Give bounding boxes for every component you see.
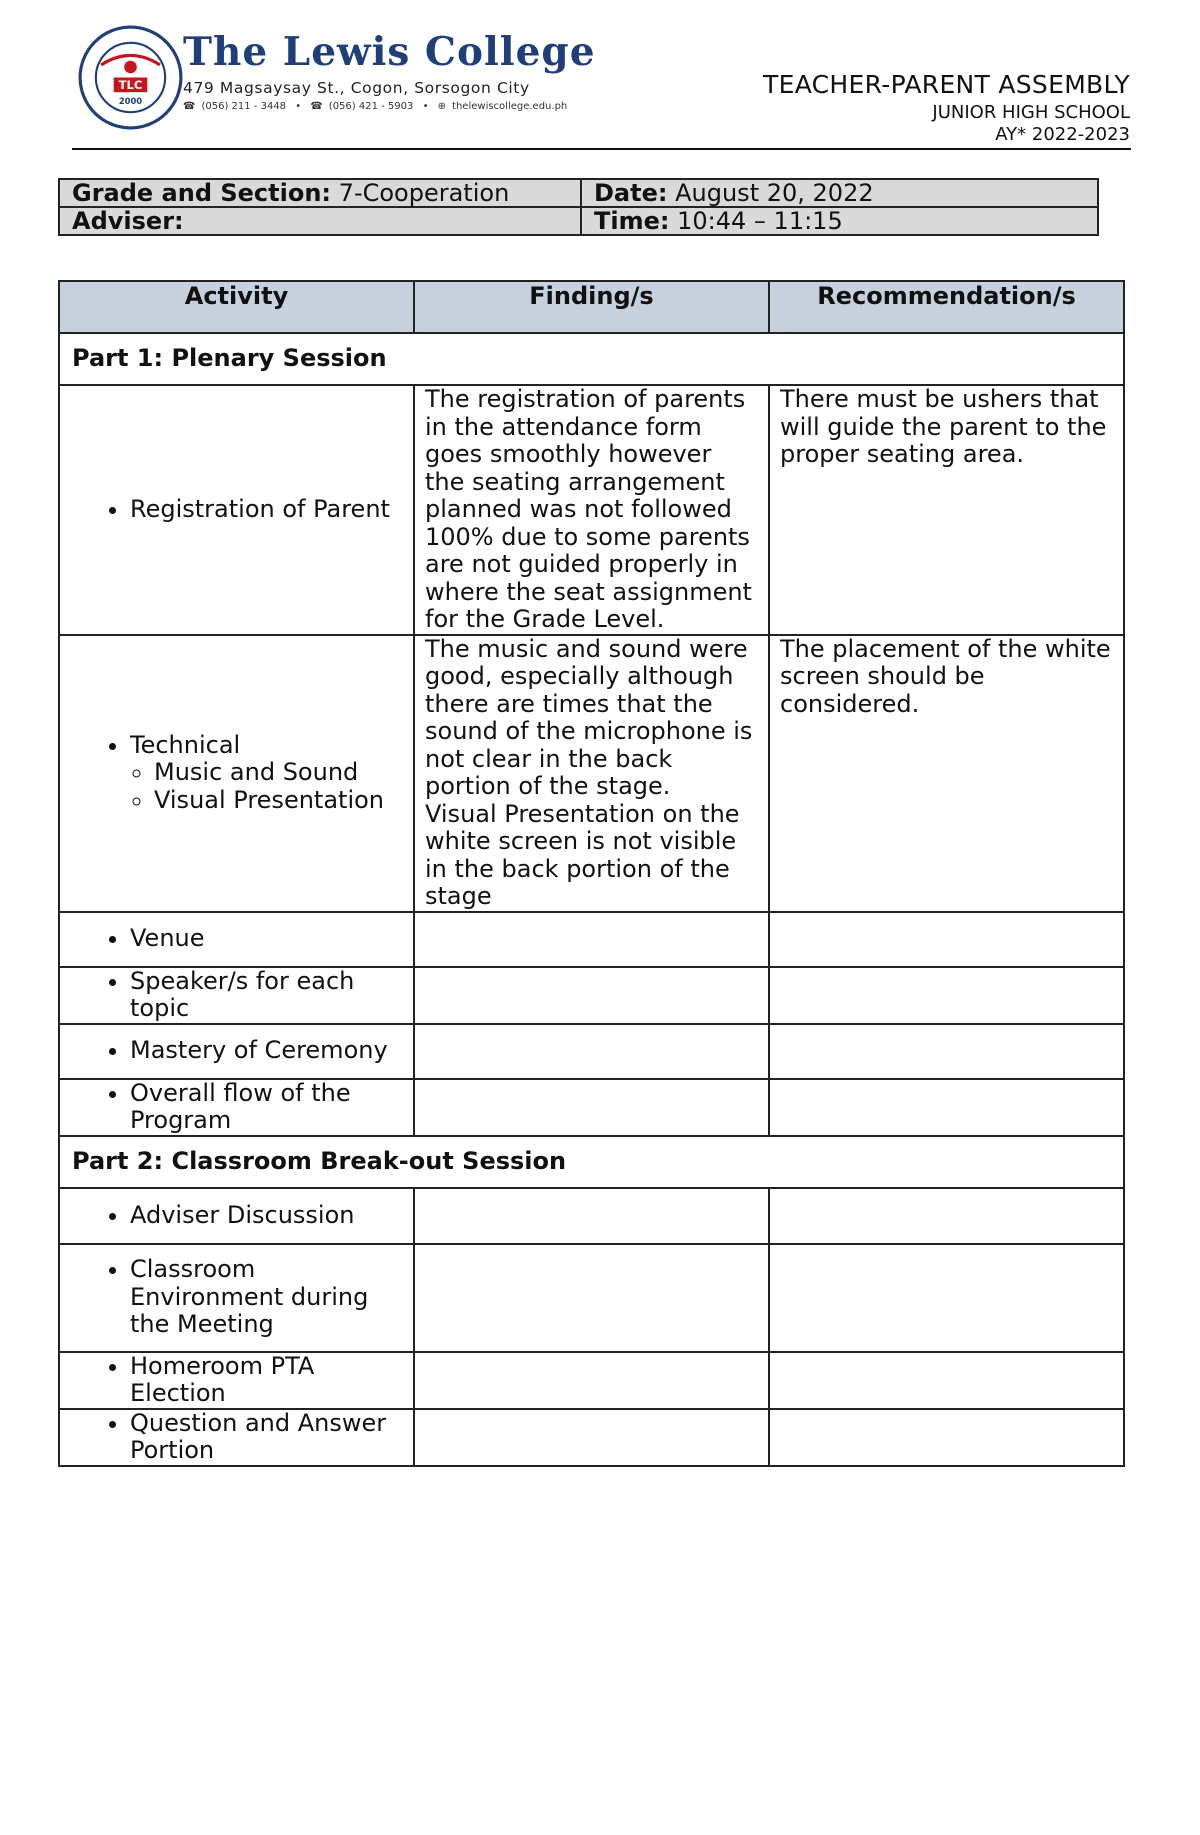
table-row (59, 912, 1124, 967)
finding-cell (414, 1352, 769, 1409)
recommendation-cell (769, 1024, 1124, 1079)
time-cell: Time: 10:44 – 11:15 (581, 207, 1098, 235)
finding-cell (414, 1079, 769, 1136)
section-row-part1 (59, 333, 1124, 385)
recommendation-cell (769, 1244, 1124, 1352)
contact-row (183, 101, 573, 112)
seal-initials: TLC (118, 78, 143, 93)
activity-label: • Venue (130, 925, 403, 953)
assessment-table (58, 280, 1125, 1467)
table-row (59, 1409, 1124, 1466)
part1-title: Part 1: Plenary Session (59, 333, 1124, 385)
recommendation-cell: The placement of the white screen should be considered. (769, 635, 1124, 912)
contact-phone-1: (056) 211 - 3448 (201, 101, 287, 112)
sub-activity-label: ◦ Music and Sound (154, 759, 403, 787)
phone-icon: ☎ (183, 101, 196, 112)
table-row (59, 1024, 1124, 1079)
table-row (59, 635, 1124, 912)
recommendation-cell (769, 912, 1124, 967)
table-row (59, 1244, 1124, 1352)
date-cell: Date: August 20, 2022 (581, 179, 1098, 207)
grade-section-value: 7-Cooperation (338, 179, 510, 207)
activity-label: • Homeroom PTA Election (130, 1353, 403, 1408)
date-value: August 20, 2022 (675, 179, 874, 207)
activity-label: • Adviser Discussion (130, 1202, 403, 1230)
sub-activity-label: ◦ Visual Presentation (154, 787, 403, 815)
finding-cell (414, 1244, 769, 1352)
recommendation-cell (769, 1409, 1124, 1466)
finding-cell (414, 1409, 769, 1466)
activity-label: • Registration of Parent (130, 496, 403, 524)
recommendation-cell (769, 1079, 1124, 1136)
header-findings: Finding/s (414, 281, 769, 333)
finding-cell: The registration of parents in the attendance form goes smoothly however the seating arrangement planned was not followed 100% due to some parents are not guided properly in where the seat assignment for the Grade Level. (414, 385, 769, 635)
activity-label: • Mastery of Ceremony (130, 1037, 403, 1065)
time-value: 10:44 – 11:15 (677, 207, 843, 235)
activity-label: • Classroom Environment during the Meeting (130, 1256, 403, 1339)
table-row (59, 1352, 1124, 1409)
bullet-separator: • (295, 101, 302, 112)
table-row (59, 385, 1124, 635)
activity-label: • Speaker/s for each topic (130, 968, 403, 1023)
part2-title: Part 2: Classroom Break-out Session (59, 1136, 1124, 1188)
finding-cell: The music and sound were good, especially although there are times that the sound of the microphone is not clear in the back portion of the stage. Visual Presentation on the white screen is not visible in the back portion of the stage (414, 635, 769, 912)
recommendation-cell (769, 1188, 1124, 1244)
recommendation-cell: There must be ushers that will guide the parent to the proper seating area. (769, 385, 1124, 635)
school-level: JUNIOR HIGH SCHOOL (932, 102, 1130, 123)
grade-section-cell: Grade and Section: 7-Cooperation (59, 179, 581, 207)
college-address: 479 Magsaysay St., Cogon, Sorsogon City (183, 79, 530, 97)
contact-phone-2: (056) 421 - 5903 (328, 101, 414, 112)
table-header-row (59, 281, 1124, 333)
finding-cell (414, 1024, 769, 1079)
header-recommendations: Recommendation/s (769, 281, 1124, 333)
activity-label: Technical (130, 730, 241, 759)
table-row (59, 1079, 1124, 1136)
academic-year: AY* 2022-2023 (995, 124, 1130, 145)
finding-cell (414, 967, 769, 1024)
finding-cell (414, 912, 769, 967)
college-name: The Lewis College (183, 29, 596, 75)
college-seal-logo (78, 25, 183, 130)
phone-icon: ☎ (310, 101, 323, 112)
globe-icon: ⊕ (437, 101, 447, 112)
activity-label: • Question and Answer Portion (130, 1410, 403, 1465)
info-table (58, 178, 1099, 236)
bullet-separator: • (422, 101, 429, 112)
recommendation-cell (769, 967, 1124, 1024)
section-row-part2 (59, 1136, 1124, 1188)
activity-label: • Overall flow of the Program (130, 1080, 403, 1135)
document-header (70, 15, 1130, 150)
seal-year: 2000 (118, 95, 143, 106)
table-row (59, 967, 1124, 1024)
document-title: TEACHER-PARENT ASSEMBLY (763, 70, 1130, 99)
header-divider (72, 148, 1131, 150)
finding-cell (414, 1188, 769, 1244)
recommendation-cell (769, 1352, 1124, 1409)
header-activity: Activity (59, 281, 414, 333)
contact-website: thelewiscollege.edu.ph (452, 101, 568, 112)
adviser-cell: Adviser: (59, 207, 581, 235)
table-row (59, 1188, 1124, 1244)
